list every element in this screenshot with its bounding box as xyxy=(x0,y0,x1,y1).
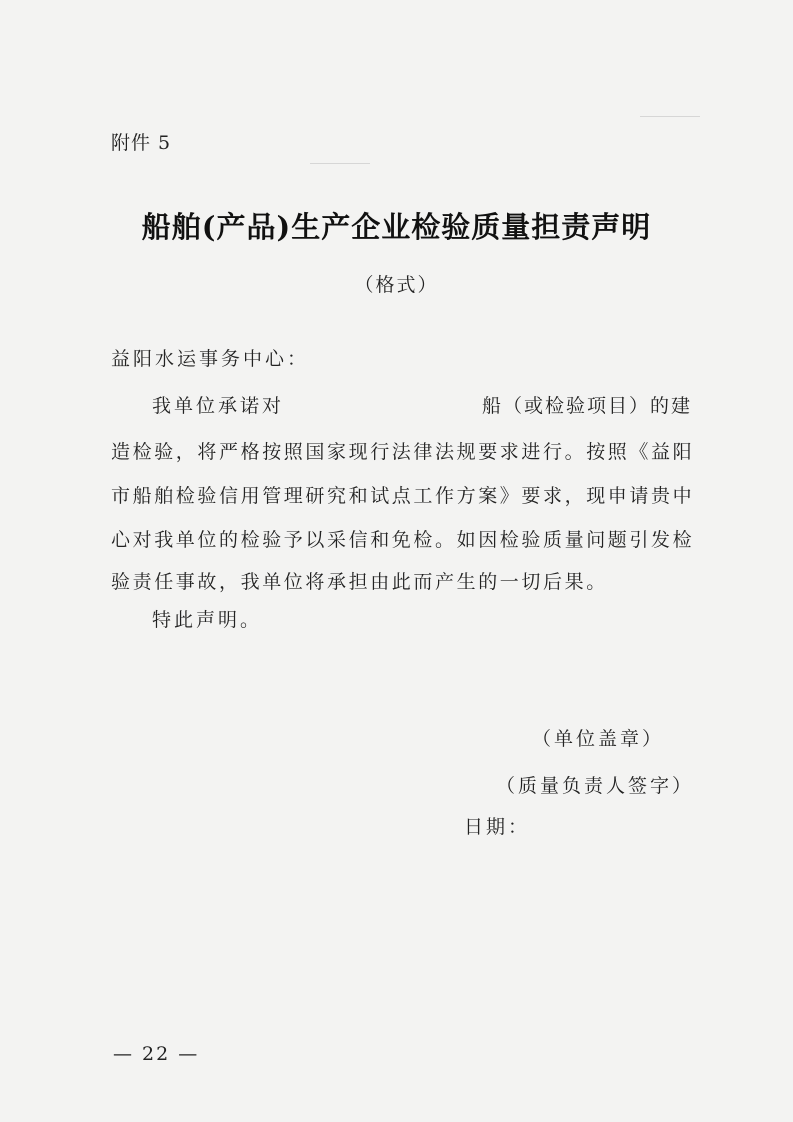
body-line-1-right: 船（或检验项目）的建 xyxy=(482,395,693,417)
scan-artifact-line xyxy=(640,116,700,117)
scan-artifact-line xyxy=(310,163,370,164)
body-line: 心对我单位的检验予以采信和免检。如因检验质量问题引发检 xyxy=(111,529,695,551)
body-line-1-left: 我单位承诺对 xyxy=(152,395,285,417)
body-line: 验责任事故，我单位将承担由此而产生的一切后果。 xyxy=(111,571,608,593)
date-line: 日期： xyxy=(464,816,531,838)
document-title: 船舶(产品)生产企业检验质量担责声明 xyxy=(141,210,652,244)
addressee: 益阳水运事务中心： xyxy=(111,348,310,370)
body-line: 造检验，将严格按照国家现行法律法规要求进行。按照《益阳 xyxy=(111,441,695,463)
page-number: — 22 — xyxy=(113,1043,200,1065)
signer-line: （质量负责人签字） xyxy=(496,775,695,797)
attachment-label: 附件 5 xyxy=(111,132,172,154)
document-subtitle: （格式） xyxy=(354,274,439,296)
closing-statement: 特此声明。 xyxy=(152,609,263,631)
body-line: 市船舶检验信用管理研究和试点工作方案》要求，现申请贵中 xyxy=(111,485,695,507)
seal-line: （单位盖章） xyxy=(532,728,665,750)
